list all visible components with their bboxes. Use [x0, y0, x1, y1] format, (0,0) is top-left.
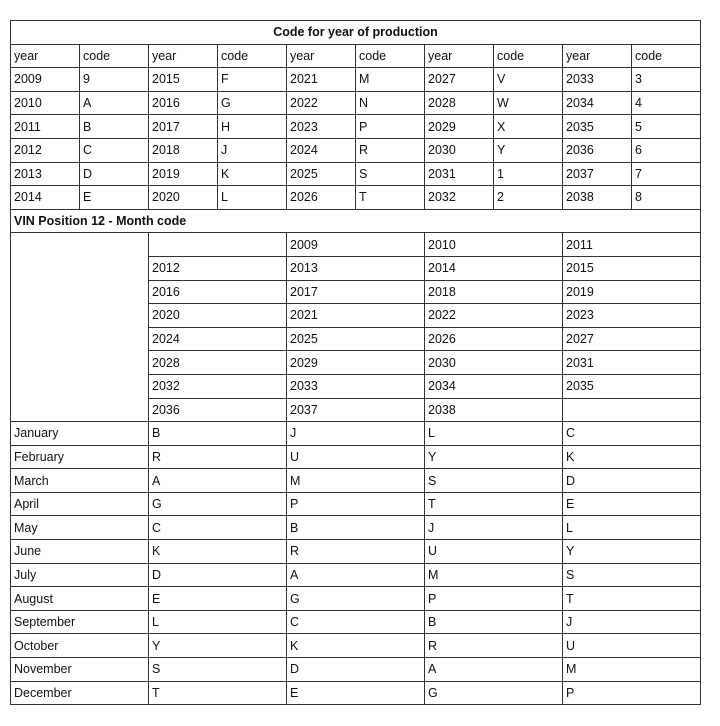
year-cell: 2021 — [287, 68, 356, 92]
month-row — [11, 492, 701, 516]
model-year-cell: 2012 — [149, 256, 287, 280]
table-row — [11, 162, 701, 186]
model-year-cell: 2016 — [149, 280, 287, 304]
model-year-cell: 2021 — [287, 304, 425, 328]
model-year-cell: 2031 — [563, 351, 701, 375]
year-table-header-row — [11, 44, 701, 68]
year-cell: 2036 — [563, 138, 632, 162]
code-cell: P — [356, 115, 425, 139]
month-code-cell: G — [287, 587, 425, 611]
year-cell: 2023 — [287, 115, 356, 139]
model-year-cell: 2030 — [425, 351, 563, 375]
month-code-cell: Y — [563, 540, 701, 564]
month-code-cell: L — [149, 610, 287, 634]
year-cell: 2020 — [149, 186, 218, 210]
month-code-cell: D — [149, 563, 287, 587]
code-cell: E — [80, 186, 149, 210]
month-code-cell: C — [149, 516, 287, 540]
month-code-cell: A — [149, 469, 287, 493]
month-code-cell: R — [149, 445, 287, 469]
year-cell: 2015 — [149, 68, 218, 92]
column-header: code — [494, 44, 563, 68]
year-cell: 2017 — [149, 115, 218, 139]
month-name: October — [11, 634, 149, 658]
code-cell: R — [356, 138, 425, 162]
year-cell: 2014 — [11, 186, 80, 210]
table-row — [11, 91, 701, 115]
code-cell: 6 — [632, 138, 701, 162]
model-year-cell: 2027 — [563, 327, 701, 351]
month-name: November — [11, 658, 149, 682]
month-row — [11, 469, 701, 493]
model-year-cell: 2011 — [563, 233, 701, 257]
code-cell: H — [218, 115, 287, 139]
model-year-cell: 2035 — [563, 374, 701, 398]
month-code-cell: P — [287, 492, 425, 516]
month-code-cell: D — [563, 469, 701, 493]
month-code-cell: Y — [149, 634, 287, 658]
month-table-title-row — [11, 209, 701, 233]
blank-cell — [11, 233, 149, 422]
month-code-cell: T — [149, 681, 287, 705]
column-header: code — [632, 44, 701, 68]
code-cell: S — [356, 162, 425, 186]
year-cell: 2019 — [149, 162, 218, 186]
month-code-cell: R — [287, 540, 425, 564]
model-year-cell: 2025 — [287, 327, 425, 351]
month-code-cell: K — [287, 634, 425, 658]
code-cell: V — [494, 68, 563, 92]
model-year-cell: 2019 — [563, 280, 701, 304]
month-code-cell: P — [563, 681, 701, 705]
year-cell: 2022 — [287, 91, 356, 115]
month-code-cell: K — [563, 445, 701, 469]
code-cell: X — [494, 115, 563, 139]
code-cell: 8 — [632, 186, 701, 210]
model-year-cell: 2028 — [149, 351, 287, 375]
year-cell: 2013 — [11, 162, 80, 186]
month-name: July — [11, 563, 149, 587]
code-cell: C — [80, 138, 149, 162]
table-row — [11, 186, 701, 210]
month-code-cell: L — [563, 516, 701, 540]
month-row — [11, 563, 701, 587]
year-cell: 2032 — [425, 186, 494, 210]
model-year-cell: 2038 — [425, 398, 563, 422]
month-row — [11, 540, 701, 564]
month-code-cell: L — [425, 422, 563, 446]
year-table-title: Code for year of production — [11, 21, 701, 45]
code-cell: 9 — [80, 68, 149, 92]
year-cell: 2026 — [287, 186, 356, 210]
month-row — [11, 445, 701, 469]
month-code-cell: Y — [425, 445, 563, 469]
year-cell: 2031 — [425, 162, 494, 186]
month-code-cell: U — [425, 540, 563, 564]
model-year-cell: 2037 — [287, 398, 425, 422]
year-cell: 2035 — [563, 115, 632, 139]
column-header: code — [356, 44, 425, 68]
month-name: December — [11, 681, 149, 705]
model-year-cell: 2023 — [563, 304, 701, 328]
month-code-cell: G — [425, 681, 563, 705]
year-cell: 2010 — [11, 91, 80, 115]
code-cell: G — [218, 91, 287, 115]
month-code-cell: E — [563, 492, 701, 516]
model-year-cell: 2022 — [425, 304, 563, 328]
table-body — [11, 21, 701, 705]
code-cell: A — [80, 91, 149, 115]
year-cell: 2034 — [563, 91, 632, 115]
code-cell: F — [218, 68, 287, 92]
column-header: year — [11, 44, 80, 68]
month-code-cell: E — [287, 681, 425, 705]
model-year-cell: 2018 — [425, 280, 563, 304]
year-cell: 2009 — [11, 68, 80, 92]
model-year-cell: 2015 — [563, 256, 701, 280]
month-row — [11, 658, 701, 682]
month-code-cell: M — [563, 658, 701, 682]
column-header: year — [563, 44, 632, 68]
month-row — [11, 422, 701, 446]
month-code-cell: T — [425, 492, 563, 516]
year-cell: 2011 — [11, 115, 80, 139]
month-code-cell: K — [149, 540, 287, 564]
table-row — [11, 138, 701, 162]
month-code-cell: P — [425, 587, 563, 611]
column-header: year — [149, 44, 218, 68]
year-cell: 2018 — [149, 138, 218, 162]
month-code-cell: S — [149, 658, 287, 682]
year-cell: 2012 — [11, 138, 80, 162]
model-year-cell: 2033 — [287, 374, 425, 398]
table-row — [11, 115, 701, 139]
code-cell: W — [494, 91, 563, 115]
model-year-cell: 2010 — [425, 233, 563, 257]
year-cell: 2025 — [287, 162, 356, 186]
month-code-cell: U — [287, 445, 425, 469]
month-code-cell: E — [149, 587, 287, 611]
year-cell: 2030 — [425, 138, 494, 162]
month-code-cell: M — [287, 469, 425, 493]
model-year-cell: 2029 — [287, 351, 425, 375]
month-code-cell: S — [563, 563, 701, 587]
code-cell: D — [80, 162, 149, 186]
month-name: April — [11, 492, 149, 516]
month-code-cell: U — [563, 634, 701, 658]
month-code-cell: R — [425, 634, 563, 658]
year-cell: 2016 — [149, 91, 218, 115]
month-name: February — [11, 445, 149, 469]
month-name: June — [11, 540, 149, 564]
month-row — [11, 587, 701, 611]
model-year-cell: 2017 — [287, 280, 425, 304]
model-year-row — [11, 233, 701, 257]
year-table-title-row — [11, 21, 701, 45]
model-year-cell: 2009 — [287, 233, 425, 257]
model-year-cell: 2026 — [425, 327, 563, 351]
code-cell: 7 — [632, 162, 701, 186]
model-year-cell: 2024 — [149, 327, 287, 351]
year-cell: 2024 — [287, 138, 356, 162]
month-code-cell: D — [287, 658, 425, 682]
model-year-cell: 2013 — [287, 256, 425, 280]
month-name: August — [11, 587, 149, 611]
month-name: March — [11, 469, 149, 493]
code-cell: 5 — [632, 115, 701, 139]
code-cell: B — [80, 115, 149, 139]
code-cell: K — [218, 162, 287, 186]
month-row — [11, 634, 701, 658]
month-code-cell: A — [425, 658, 563, 682]
code-cell: 3 — [632, 68, 701, 92]
month-code-cell: B — [425, 610, 563, 634]
month-code-cell: C — [287, 610, 425, 634]
month-code-cell: T — [563, 587, 701, 611]
code-cell: M — [356, 68, 425, 92]
month-row — [11, 681, 701, 705]
code-cell: 1 — [494, 162, 563, 186]
code-cell: N — [356, 91, 425, 115]
code-cell: T — [356, 186, 425, 210]
month-code-cell: M — [425, 563, 563, 587]
column-header: year — [425, 44, 494, 68]
model-year-cell: 2032 — [149, 374, 287, 398]
year-cell: 2033 — [563, 68, 632, 92]
month-row — [11, 610, 701, 634]
model-year-cell: 2020 — [149, 304, 287, 328]
month-code-cell: G — [149, 492, 287, 516]
model-year-cell — [563, 398, 701, 422]
month-code-cell: J — [287, 422, 425, 446]
column-header: code — [218, 44, 287, 68]
year-cell: 2037 — [563, 162, 632, 186]
year-cell: 2029 — [425, 115, 494, 139]
month-name: May — [11, 516, 149, 540]
year-cell: 2027 — [425, 68, 494, 92]
month-name: September — [11, 610, 149, 634]
model-year-cell: 2036 — [149, 398, 287, 422]
model-year-cell: 2034 — [425, 374, 563, 398]
code-cell: 4 — [632, 91, 701, 115]
year-cell: 2038 — [563, 186, 632, 210]
month-table-title: VIN Position 12 - Month code — [11, 209, 701, 233]
year-cell: 2028 — [425, 91, 494, 115]
code-cell: Y — [494, 138, 563, 162]
column-header: code — [80, 44, 149, 68]
month-code-cell: J — [563, 610, 701, 634]
code-cell: J — [218, 138, 287, 162]
month-name: January — [11, 422, 149, 446]
month-code-cell: B — [149, 422, 287, 446]
column-header: year — [287, 44, 356, 68]
month-code-cell: S — [425, 469, 563, 493]
month-row — [11, 516, 701, 540]
model-year-cell: 2014 — [425, 256, 563, 280]
code-cell: L — [218, 186, 287, 210]
month-code-cell: C — [563, 422, 701, 446]
month-code-cell: B — [287, 516, 425, 540]
vin-code-table — [10, 20, 701, 705]
month-code-cell: J — [425, 516, 563, 540]
model-year-cell — [149, 233, 287, 257]
month-code-cell: A — [287, 563, 425, 587]
table-row — [11, 68, 701, 92]
code-cell: 2 — [494, 186, 563, 210]
